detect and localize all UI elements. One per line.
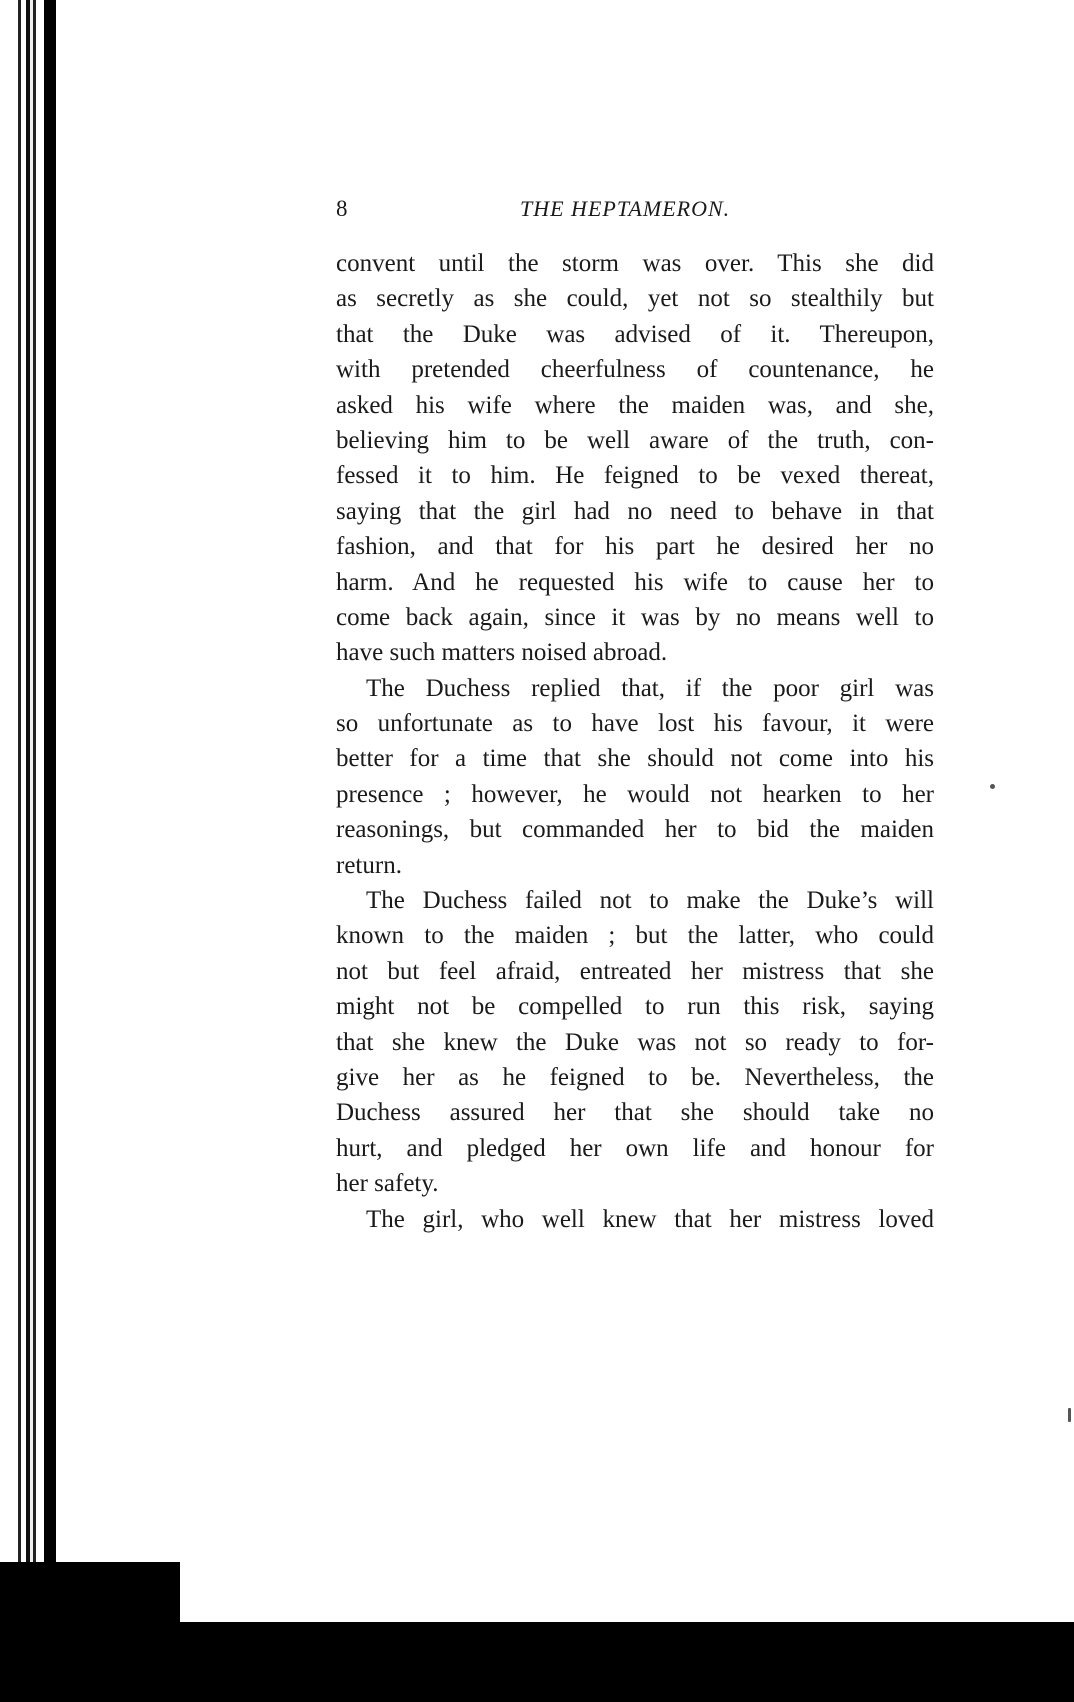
text-line: convent until the storm was over. This she did xyxy=(336,250,934,277)
book-binding-edge xyxy=(0,0,62,1600)
body-text xyxy=(336,246,934,1237)
text-line: believing him to be well aware of the truth, con- xyxy=(336,426,934,454)
text-line: that she knew the Duke was not so ready to for- xyxy=(336,1028,934,1056)
text-line: her safety. xyxy=(336,1170,439,1198)
text-line: Duchess assured her that she should take no xyxy=(336,1099,934,1127)
text-line: with pretended cheerfulness of countenance, he xyxy=(336,356,934,384)
scan-speck xyxy=(990,784,995,789)
text-line: harm. And he requested his wife to cause her to xyxy=(336,568,934,596)
text-line: as secretly as she could, yet not so stealthily but xyxy=(336,285,934,313)
paragraph-start-line: The Duchess failed not to make the Duke’s will xyxy=(366,887,934,915)
scan-bottom-border xyxy=(0,1622,1074,1702)
text-line: hurt, and pledged her own life and honour for xyxy=(336,1134,934,1162)
text-line: have such matters noised abroad. xyxy=(336,639,668,667)
text-line: fashion, and that for his part he desired her no xyxy=(336,533,934,561)
text-line: fessed it to him. He feigned to be vexed thereat, xyxy=(336,462,934,490)
text-line: come back again, since it was by no means well to xyxy=(336,603,934,631)
page-header xyxy=(336,196,936,232)
paragraph-start-line: The Duchess replied that, if the poor girl was xyxy=(366,674,934,702)
page-number: 8 xyxy=(336,196,348,221)
scan-speck xyxy=(1068,1408,1071,1422)
text-line: known to the maiden ; but the latter, who could xyxy=(336,922,934,950)
text-line: return. xyxy=(336,851,402,879)
text-line: reasonings, but commanded her to bid the maiden xyxy=(336,816,934,844)
text-line: might not be compelled to run this risk, saying xyxy=(336,993,934,1021)
scan-shadow xyxy=(0,1562,180,1622)
text-line: asked his wife where the maiden was, and she, xyxy=(336,391,934,419)
text-line: saying that the girl had no need to behave in that xyxy=(336,497,934,525)
text-line: that the Duke was advised of it. Thereupon, xyxy=(336,320,934,348)
text-line: better for a time that she should not come into his xyxy=(336,745,934,773)
text-line: give her as he feigned to be. Nevertheless, the xyxy=(336,1063,934,1091)
text-line: not but feel afraid, entreated her mistress that she xyxy=(336,957,934,985)
text-line: presence ; however, he would not hearken to her xyxy=(336,780,934,808)
text-line: so unfortunate as to have lost his favour, it were xyxy=(336,710,934,738)
paragraph-start-line: The girl, who well knew that her mistress loved xyxy=(366,1205,934,1233)
running-title: THE HEPTAMERON. xyxy=(520,196,731,221)
